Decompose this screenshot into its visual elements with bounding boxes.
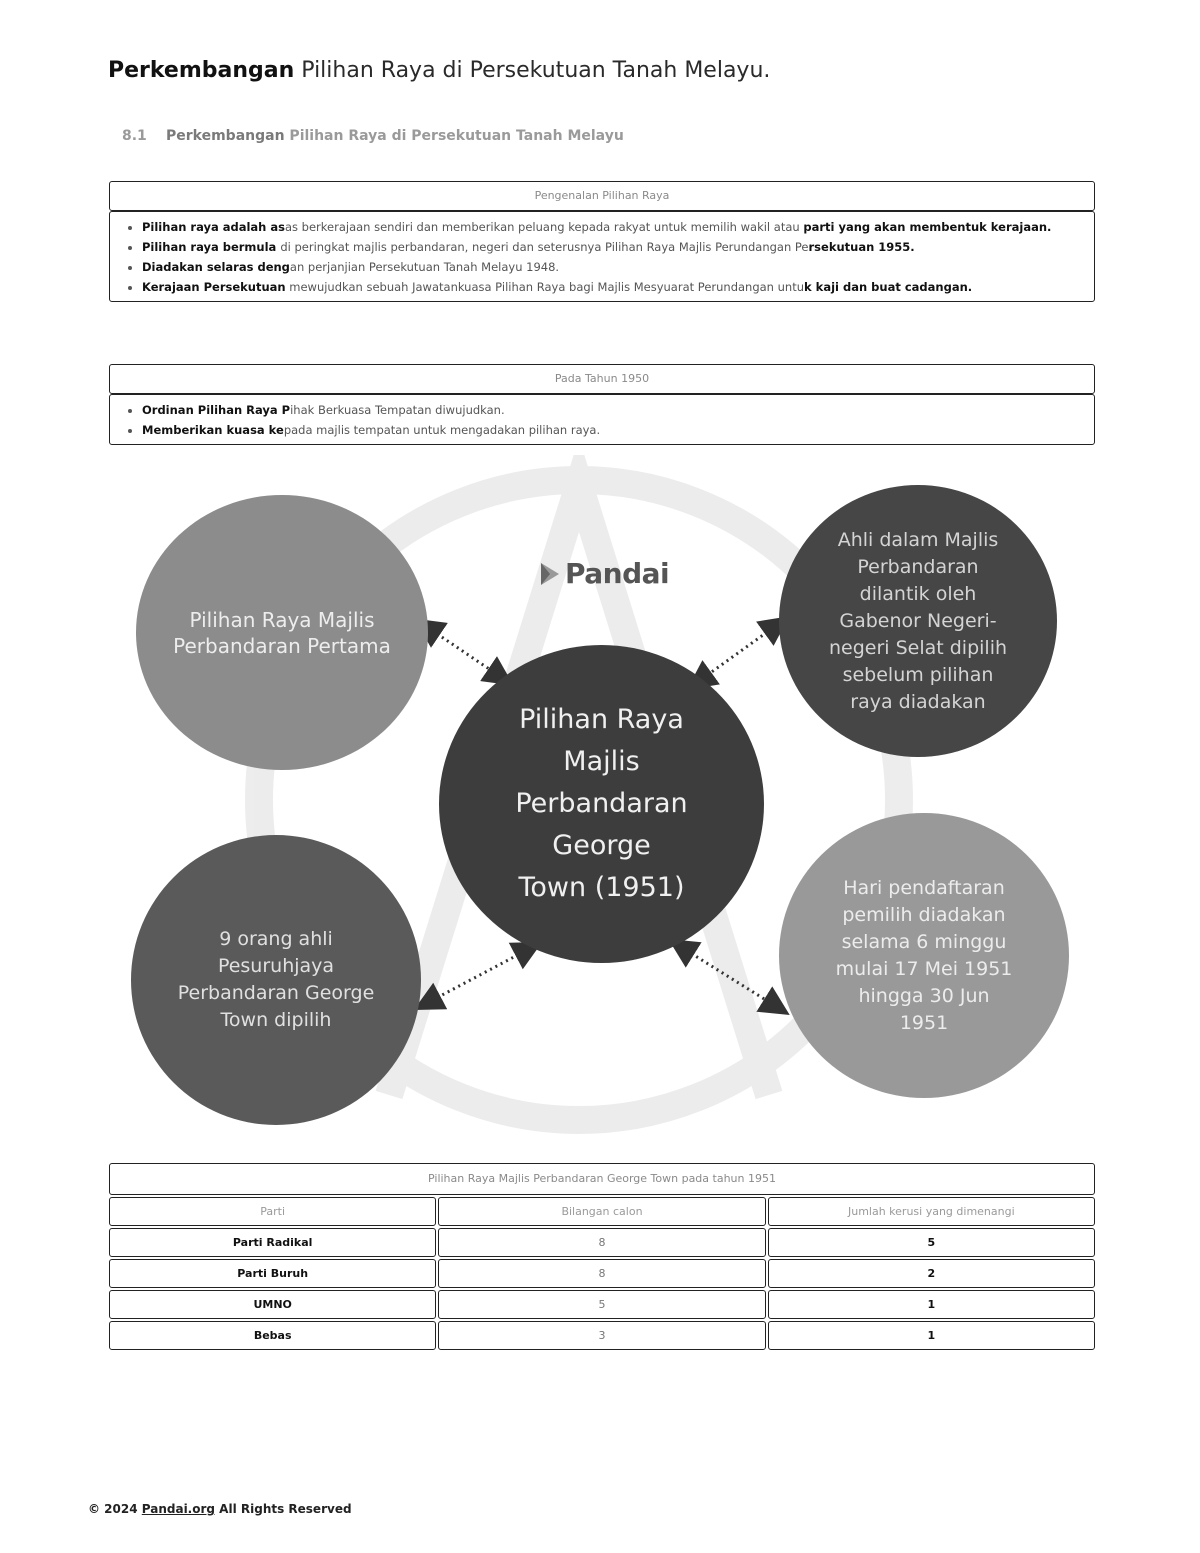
- footer-prefix: © 2024: [88, 1502, 142, 1516]
- footer-copyright: [88, 1502, 352, 1516]
- circle-center: [439, 645, 764, 963]
- list-item: [142, 420, 1074, 440]
- circle-text-line: pemilih diadakan: [842, 903, 1006, 926]
- circle-text-line: 1951: [899, 1011, 949, 1034]
- circle-text-line: mulai 17 Mei 1951: [835, 957, 1013, 980]
- table-title: Pilihan Raya Majlis Perbandaran George Town pada tahun 1951: [109, 1163, 1095, 1195]
- circle-text-line: Perbandaran Pertama: [173, 633, 391, 658]
- circle-text-line: raya diadakan: [850, 690, 986, 713]
- intro-box-body: [109, 211, 1095, 302]
- page-title: [108, 58, 770, 83]
- circle-text-line: George: [552, 830, 651, 861]
- list-item-bold: Pilihan raya adalah as: [142, 220, 285, 234]
- list-item-text: di peringkat majlis perbandaran, negeri dan seterusnya Pilihan Raya Majlis Perundangan Pe: [280, 240, 809, 254]
- circle-text-line: Gabenor Negeri-: [839, 609, 997, 632]
- table-row: [109, 1228, 1095, 1257]
- circle-bottom-right: [779, 813, 1069, 1098]
- table-header-cell: Bilangan calon: [438, 1197, 765, 1226]
- table-header-cell: Parti: [109, 1197, 436, 1226]
- circle-text-line: Perbandaran: [857, 555, 979, 578]
- table-cell-seats: 2: [768, 1259, 1095, 1288]
- circle-text-line: Ahli dalam Majlis: [837, 528, 999, 551]
- list-item-bold-end: k kaji dan buat cadangan.: [804, 280, 973, 294]
- circle-text-line: dilantik oleh: [859, 582, 977, 605]
- table-cell-party: Parti Radikal: [109, 1228, 436, 1257]
- connector-top-right: [699, 625, 777, 681]
- circle-text-line: Town (1951): [518, 872, 685, 903]
- circle-text-line: Perbandaran George: [177, 982, 375, 1004]
- list-item-bold: Ordinan Pilihan Raya P: [142, 403, 291, 417]
- list-item: [142, 400, 1074, 420]
- circle-text-line: Hari pendaftaran: [843, 876, 1005, 899]
- list-item-text: an perjanjian Persekutuan Tanah Melayu 1948.: [289, 260, 560, 274]
- table-row: [109, 1290, 1095, 1319]
- circle-text-line: 9 orang ahli: [219, 928, 333, 950]
- circle-text-line: negeri Selat dipilih: [828, 636, 1008, 659]
- circle-text-line: Town dipilih: [220, 1009, 332, 1031]
- circle-text-line: selama 6 minggu: [841, 930, 1007, 953]
- list-item-bold-end: parti yang akan membentuk kerajaan.: [803, 220, 1052, 234]
- circle-text-line: Perbandaran: [515, 788, 688, 819]
- circle-bottom-left: [131, 835, 421, 1125]
- table-cell-candidates: 5: [438, 1290, 765, 1319]
- list-item-bold: Memberikan kuasa ke: [142, 423, 284, 437]
- circle-text-line: Pilihan Raya Majlis: [189, 607, 375, 632]
- list-item: [142, 257, 1074, 277]
- page-title-rest: Pilihan Raya di Persekutuan Tanah Melayu.: [294, 58, 771, 83]
- table-header-row: [109, 1197, 1095, 1226]
- section-heading: [122, 128, 624, 144]
- pandai-logo: [539, 557, 669, 590]
- table-row: [109, 1321, 1095, 1350]
- circle-text-line: Pilihan Raya: [519, 704, 684, 735]
- year-box-heading: Pada Tahun 1950: [109, 364, 1095, 394]
- table-cell-seats: 5: [768, 1228, 1095, 1257]
- table-cell-party: Bebas: [109, 1321, 436, 1350]
- page-title-bold: Perkembangan: [108, 58, 295, 83]
- list-item-text: ihak Berkuasa Tempatan diwujudkan.: [290, 403, 505, 417]
- circle-text-line: Majlis: [563, 746, 640, 777]
- pandai-logo-icon: [539, 561, 561, 587]
- list-item-bold: Diadakan selaras deng: [142, 260, 290, 274]
- section-number: 8.1: [122, 128, 147, 144]
- list-item: [142, 277, 1074, 297]
- list-item: [142, 217, 1074, 237]
- circle-text-line: sebelum pilihan: [842, 663, 994, 686]
- list-item: [142, 237, 1074, 257]
- list-item-text: pada majlis tempatan untuk mengadakan pilihan raya.: [283, 423, 601, 437]
- intro-box: [109, 181, 1095, 302]
- intro-box-heading: Pengenalan Pilihan Raya: [109, 181, 1095, 211]
- table-cell-candidates: 3: [438, 1321, 765, 1350]
- footer-suffix: All Rights Reserved: [215, 1502, 352, 1516]
- circle-top-left: [136, 495, 428, 770]
- section-heading-rest: Pilihan Raya di Persekutuan Tanah Melayu: [284, 128, 624, 144]
- table-header-cell: Jumlah kerusi yang dimenangi: [768, 1197, 1095, 1226]
- list-item-bold: Pilihan raya bermula: [142, 240, 281, 254]
- mind-map-diagram: [109, 455, 1099, 1145]
- connector-top-left: [427, 627, 501, 677]
- results-table: [109, 1163, 1095, 1352]
- list-item-bold: Kerajaan Persekutuan: [142, 280, 286, 294]
- pandai-logo-text: Pandai: [565, 557, 670, 590]
- table-cell-party: UMNO: [109, 1290, 436, 1319]
- year-box-body: [109, 394, 1095, 445]
- list-item-bold-end: rsekutuan 1955.: [808, 240, 915, 254]
- footer-link[interactable]: Pandai.org: [141, 1502, 215, 1516]
- table-cell-candidates: 8: [438, 1228, 765, 1257]
- table-cell-party: Parti Buruh: [109, 1259, 436, 1288]
- circle-text-line: hingga 30 Jun: [858, 984, 990, 1007]
- table-row: [109, 1259, 1095, 1288]
- section-heading-bold: Perkembangan: [166, 128, 285, 144]
- circle-text-line: Pesuruhjaya: [217, 955, 335, 977]
- list-item-text: mewujudkan sebuah Jawatankuasa Pilihan Raya bagi Majlis Mesyuarat Perundangan untu: [285, 280, 805, 294]
- year-1950-box: [109, 364, 1095, 445]
- table-cell-seats: 1: [768, 1321, 1095, 1350]
- table-cell-candidates: 8: [438, 1259, 765, 1288]
- circle-top-right: [779, 485, 1057, 757]
- table-cell-seats: 1: [768, 1290, 1095, 1319]
- list-item-text: as berkerajaan sendiri dan memberikan peluang kepada rakyat untuk memilih wakil atau: [284, 220, 804, 234]
